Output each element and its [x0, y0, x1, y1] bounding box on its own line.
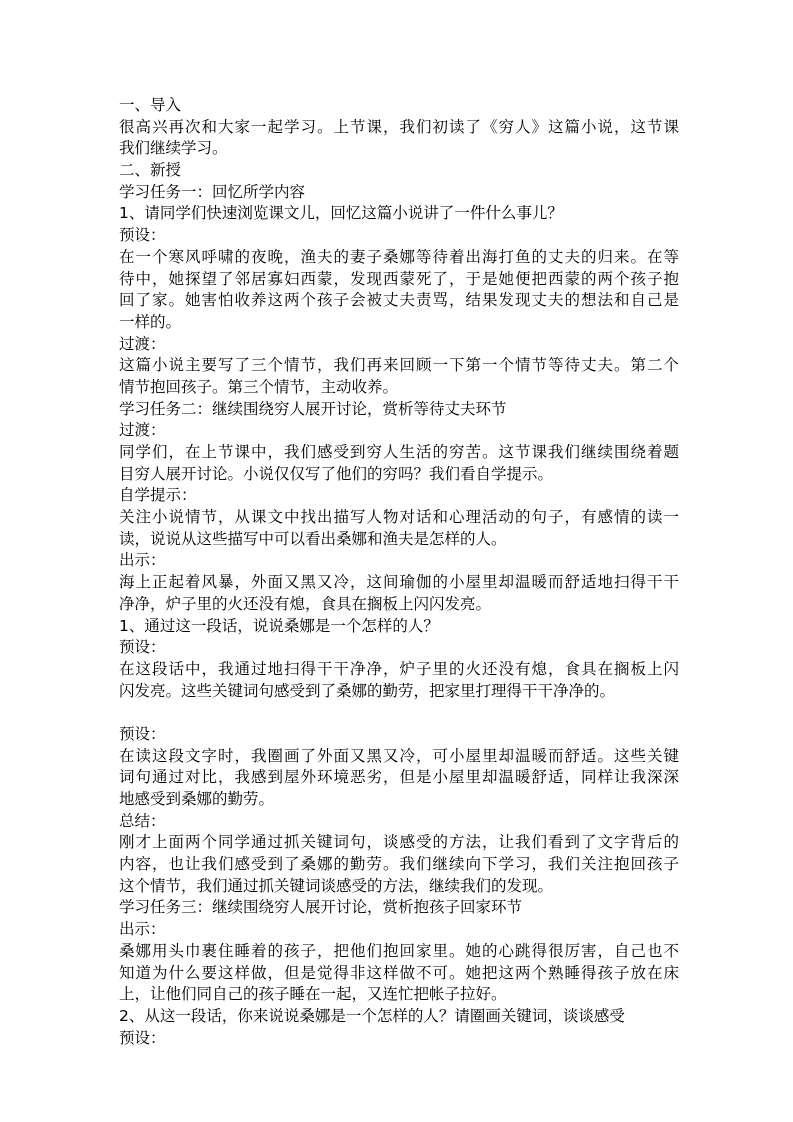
text-line: 学习任务三：继续围绕穷人展开讨论，赏析抱孩子回家环节 [119, 898, 523, 917]
text-line: 2、从这一段话，你来说说桑娜是一个怎样的人？请圈画关键词，谈谈感受 [119, 1006, 625, 1025]
text-line: 在一个寒风呼啸的夜晚，渔夫的妻子桑娜等待着出海打鱼的丈夫的归来。在等 [119, 247, 679, 266]
text-line: 二、新授 [119, 161, 182, 180]
text-line: 总结： [119, 811, 166, 830]
text-line: 地感受到桑娜的勤劳。 [119, 790, 275, 808]
text-line: 知道为什么要这样做，但是觉得非这样做不可。她把这两个熟睡得孩子放在床 [119, 963, 679, 982]
text-line: 过渡： [119, 421, 166, 440]
text-line: 出示： [119, 920, 166, 939]
text-line: 关注小说情节，从课文中找出描写人物对话和心理活动的句子，有感情的读一 [119, 508, 679, 527]
text-line: 学习任务一：回忆所学内容 [119, 182, 306, 201]
text-line: 读，说说从这些描写中可以看出桑娜和渔夫是怎样的人。 [119, 529, 507, 548]
text-line: 1、请同学们快速浏览课文儿，回忆这篇小说讲了一件什么事儿？ [119, 204, 563, 223]
text-line: 预设： [119, 226, 166, 245]
text-line: 在读这段文字时，我圈画了外面又黑又冷，可小屋里却温暖而舒适。这些关键 [119, 746, 679, 765]
text-line: 我们继续学习。 [119, 139, 228, 158]
text-line: 在这段话中，我通过地扫得干干净净，炉子里的火还没有熄，食具在搁板上闪 [119, 659, 679, 678]
text-line: 回了家。她害怕收养这两个孩子会被丈夫责骂，结果发现丈夫的想法和自己是 [119, 291, 679, 310]
text-line: 桑娜用头巾裹住睡着的孩子，把他们抱回家里。她的心跳得很厉害，自己也不 [119, 941, 679, 960]
text-line: 词句通过对比，我感到屋外环境恶劣，但是小屋里却温暖舒适，同样让我深深 [119, 768, 679, 787]
text-line: 预设： [119, 724, 166, 743]
text-line: 同学们，在上节课中，我们感受到穷人生活的穷苦。这节课我们继续围绕着题 [119, 443, 679, 461]
text-line: 一、导入 [119, 96, 182, 114]
text-line: 过渡： [119, 334, 166, 353]
text-line: 净净，炉子里的火还没有熄，食具在搁板上闪闪发亮。 [119, 594, 492, 613]
text-line: 自学提示： [119, 486, 197, 505]
text-line: 情节抱回孩子。第三个情节，主动收养。 [119, 377, 399, 396]
text-line: 上，让他们同自己的孩子睡在一起，又连忙把帐子拉好。 [119, 985, 507, 1004]
text-line: 这个情节，我们通过抓关键词谈感受的方法，继续我们的发现。 [119, 876, 554, 895]
text-line: 预设： [119, 638, 166, 657]
text-line: 1、通过这一段话，说说桑娜是一个怎样的人？ [119, 616, 439, 635]
blank-line [119, 702, 679, 724]
text-line: 待中，她探望了邻居寡妇西蒙，发现西蒙死了，于是她便把西蒙的两个孩子抱 [119, 269, 679, 288]
text-line: 预设： [119, 1028, 166, 1047]
text-line: 目穷人展开讨论。小说仅仅写了他们的穷吗？我们看自学提示。 [119, 464, 554, 483]
text-line: 刚才上面两个同学通过抓关键词句，谈感受的方法，让我们看到了文字背后的 [119, 833, 679, 852]
text-line: 一样的。 [119, 312, 182, 331]
text-line: 很高兴再次和大家一起学习。上节课，我们初读了《穷人》这篇小说，这节课 [119, 117, 679, 136]
document-page [119, 95, 679, 1049]
text-line: 海上正起着风暴，外面又黑又冷，这间瑜伽的小屋里却温暖而舒适地扫得干干 [119, 573, 679, 592]
text-line: 这篇小说主要写了三个情节，我们再来回顾一下第一个情节等待丈夫。第二个 [119, 356, 679, 375]
text-line: 学习任务二：继续围绕穷人展开讨论，赏析等待丈夫环节 [119, 399, 507, 418]
text-line: 内容，也让我们感受到了桑娜的勤劳。我们继续向下学习，我们关注抱回孩子 [119, 855, 679, 874]
text-line: 闪发亮。这些关键词句感受到了桑娜的勤劳，把家里打理得干干净净的。 [119, 681, 616, 700]
text-line: 出示： [119, 551, 166, 570]
